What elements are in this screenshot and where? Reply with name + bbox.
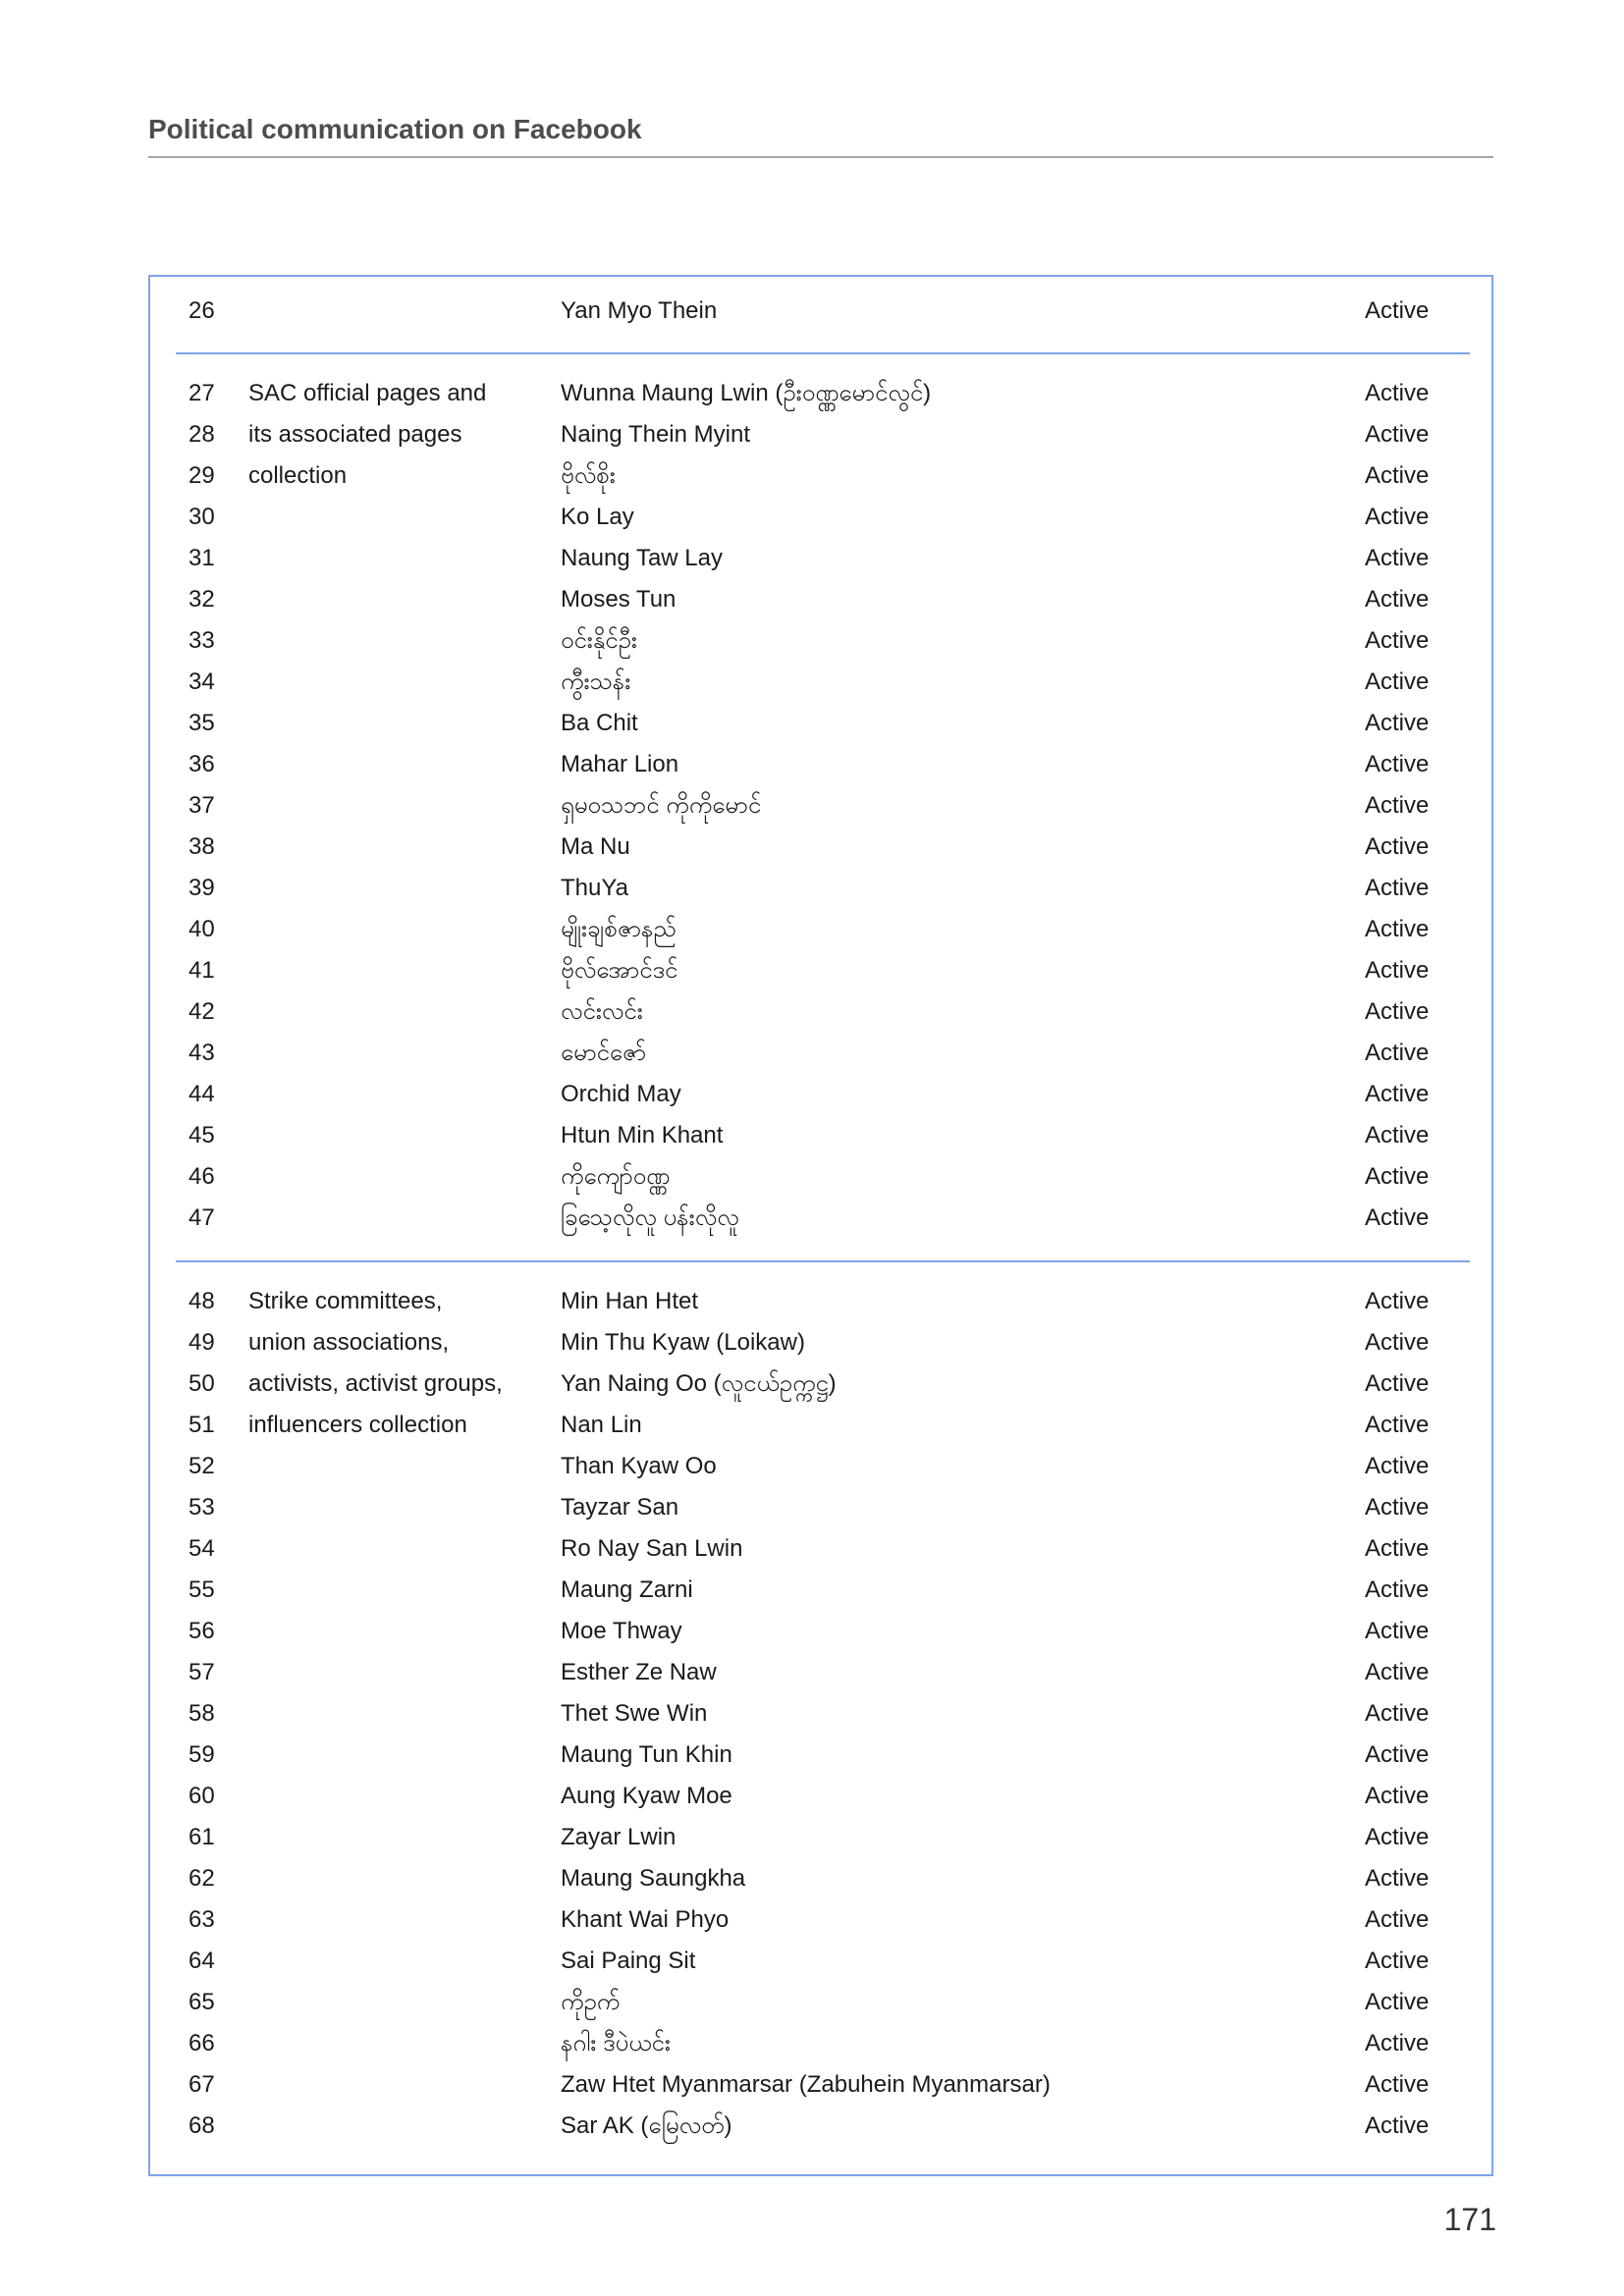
running-header: Political communication on Facebook: [148, 114, 642, 144]
table-row: [150, 579, 1491, 620]
page-number: 171: [1443, 2202, 1496, 2237]
table-row: [150, 744, 1491, 785]
account-name: Ba Chit: [561, 710, 638, 736]
table-row: [150, 1033, 1491, 1074]
row-number: 38: [189, 833, 215, 860]
row-number: 34: [189, 668, 215, 695]
accounts-table: [148, 275, 1493, 2176]
row-number: 47: [189, 1204, 215, 1231]
account-name: Than Kyaw Oo: [561, 1453, 717, 1479]
status-text: Active: [1365, 504, 1430, 530]
account-name: Moe Thway: [561, 1618, 682, 1644]
status-text: Active: [1365, 1122, 1430, 1148]
status-text: Active: [1365, 1288, 1430, 1314]
row-number: 39: [189, 875, 215, 901]
category-line: union associations,: [248, 1329, 450, 1356]
row-number: 28: [189, 421, 215, 448]
row-number: 54: [189, 1535, 215, 1562]
account-name: Aung Kyaw Moe: [561, 1783, 732, 1809]
table-row: [150, 2023, 1491, 2064]
status-text: Active: [1365, 1204, 1430, 1231]
category-line: influencers collection: [248, 1412, 467, 1438]
table-row: [150, 1528, 1491, 1570]
row-number: 44: [189, 1081, 215, 1107]
account-name: Min Han Htet: [561, 1288, 699, 1314]
account-name: ဝင်းနိုင်ဦး: [561, 627, 637, 654]
row-number: 50: [189, 1370, 215, 1397]
table-row: [150, 1322, 1491, 1363]
status-text: Active: [1365, 1163, 1430, 1190]
account-name: ခြသေ့လိုလူ ပန်းလိုလူ: [561, 1204, 739, 1231]
table-row: [150, 909, 1491, 950]
table-row: [150, 1693, 1491, 1735]
account-name: Mahar Lion: [561, 751, 679, 777]
status-text: Active: [1365, 1576, 1430, 1603]
section-separator: [176, 1260, 1470, 1262]
row-number: 41: [189, 957, 215, 984]
table-row: [150, 703, 1491, 744]
status-text: Active: [1365, 1535, 1430, 1562]
table-row: [150, 1941, 1491, 1982]
account-name: Sai Paing Sit: [561, 1948, 696, 1974]
table-row: [150, 1156, 1491, 1198]
table-row: [150, 950, 1491, 991]
row-number: 56: [189, 1618, 215, 1644]
status-text: Active: [1365, 1741, 1430, 1768]
account-name: Maung Tun Khin: [561, 1741, 732, 1768]
account-name: Nan Lin: [561, 1412, 642, 1438]
account-name: Khant Wai Phyo: [561, 1906, 730, 1933]
row-number: 45: [189, 1122, 215, 1148]
table-row: [150, 373, 1491, 414]
row-number: 31: [189, 545, 215, 571]
row-number: 66: [189, 2030, 215, 2056]
status-text: Active: [1365, 1989, 1430, 2015]
status-text: Active: [1365, 297, 1430, 324]
status-text: Active: [1365, 1412, 1430, 1438]
table-row: [150, 2106, 1491, 2147]
account-name: Ro Nay San Lwin: [561, 1535, 743, 1562]
status-text: Active: [1365, 1700, 1430, 1727]
row-number: 65: [189, 1989, 215, 2015]
table-row: [150, 2064, 1491, 2106]
account-name: ကွီးသန်း: [561, 668, 631, 695]
section-separator: [176, 352, 1470, 354]
account-name: မျိုးချစ်ဇာနည်: [561, 916, 677, 942]
account-name: Min Thu Kyaw (Loikaw): [561, 1329, 805, 1356]
account-name: Esther Ze Naw: [561, 1659, 717, 1685]
row-number: 42: [189, 998, 215, 1025]
category-line: Strike committees,: [248, 1288, 443, 1314]
table-row: [150, 827, 1491, 868]
table-row: [150, 1487, 1491, 1528]
table-row: [150, 868, 1491, 909]
header-rule: [148, 156, 1493, 158]
account-name: နဂါး ဒီပဲယင်း: [561, 2030, 671, 2056]
category-line: SAC official pages and: [248, 380, 487, 406]
row-number: 60: [189, 1783, 215, 1809]
row-number: 64: [189, 1948, 215, 1974]
account-name: Ko Lay: [561, 504, 634, 530]
status-text: Active: [1365, 1453, 1430, 1479]
status-text: Active: [1365, 2112, 1430, 2139]
status-text: Active: [1365, 627, 1430, 654]
account-name: Maung Saungkha: [561, 1865, 746, 1892]
account-name: Zaw Htet Myanmarsar (Zabuhein Myanmarsar): [561, 2071, 1051, 2098]
account-name: ကိုဥက်: [561, 1989, 621, 2015]
table-row: [150, 414, 1491, 455]
row-number: 40: [189, 916, 215, 942]
table-row: [150, 1982, 1491, 2023]
row-number: 67: [189, 2071, 215, 2098]
status-text: Active: [1365, 1329, 1430, 1356]
table-row: [150, 1446, 1491, 1487]
row-number: 49: [189, 1329, 215, 1356]
row-number: 36: [189, 751, 215, 777]
row-number: 61: [189, 1824, 215, 1850]
account-name: Zayar Lwin: [561, 1824, 677, 1850]
row-number: 63: [189, 1906, 215, 1933]
table-row: [150, 1198, 1491, 1239]
table-row: [150, 538, 1491, 579]
account-name: ကိုကျော်ဝဏ္ဏ: [561, 1163, 671, 1190]
table-row: [150, 1570, 1491, 1611]
account-name: Naing Thein Myint: [561, 421, 750, 448]
status-text: Active: [1365, 1040, 1430, 1066]
table-row: [150, 620, 1491, 662]
table-row: [150, 1611, 1491, 1652]
category-line: activists, activist groups,: [248, 1370, 503, 1397]
status-text: Active: [1365, 833, 1430, 860]
account-name: ဗိုလ်စိုး: [561, 462, 616, 489]
row-number: 43: [189, 1040, 215, 1066]
row-number: 30: [189, 504, 215, 530]
row-number: 51: [189, 1412, 215, 1438]
account-name: Naung Taw Lay: [561, 545, 723, 571]
status-text: Active: [1365, 1494, 1430, 1521]
status-text: Active: [1365, 792, 1430, 819]
account-name: Thet Swe Win: [561, 1700, 708, 1727]
account-name: Orchid May: [561, 1081, 681, 1107]
account-name: ThuYa: [561, 875, 628, 901]
status-text: Active: [1365, 668, 1430, 695]
row-number: 48: [189, 1288, 215, 1314]
category-line: its associated pages: [248, 421, 462, 448]
account-name: Wunna Maung Lwin (ဦးဝဏ္ဏမောင်လွင်): [561, 380, 932, 406]
account-name: Maung Zarni: [561, 1576, 693, 1603]
status-text: Active: [1365, 380, 1430, 406]
account-name: Yan Naing Oo (လူငယ်ဥက္ကဋ္ဌ): [561, 1370, 837, 1397]
status-text: Active: [1365, 751, 1430, 777]
table-row: [150, 1652, 1491, 1693]
status-text: Active: [1365, 545, 1430, 571]
account-name: မောင်ဇော်: [561, 1040, 647, 1066]
row-number: 68: [189, 2112, 215, 2139]
status-text: Active: [1365, 2030, 1430, 2056]
status-text: Active: [1365, 1783, 1430, 1809]
account-name: Ma Nu: [561, 833, 630, 860]
account-name: ရှမဝသဘင် ကိုကိုမောင်: [561, 792, 762, 819]
row-number: 58: [189, 1700, 215, 1727]
table-row: [150, 1858, 1491, 1899]
status-text: Active: [1365, 916, 1430, 942]
account-name: Tayzar San: [561, 1494, 679, 1521]
table-row: [150, 1405, 1491, 1446]
table-row: [150, 1074, 1491, 1115]
table-row: [150, 1115, 1491, 1156]
status-text: Active: [1365, 998, 1430, 1025]
row-number: 55: [189, 1576, 215, 1603]
status-text: Active: [1365, 1824, 1430, 1850]
row-number: 33: [189, 627, 215, 654]
status-text: Active: [1365, 586, 1430, 613]
status-text: Active: [1365, 1865, 1430, 1892]
row-number: 27: [189, 380, 215, 406]
row-number: 32: [189, 586, 215, 613]
category-line: collection: [248, 462, 348, 489]
row-number: 35: [189, 710, 215, 736]
table-row: [150, 291, 1491, 332]
table-row: [150, 991, 1491, 1033]
status-text: Active: [1365, 1906, 1430, 1933]
status-text: Active: [1365, 1948, 1430, 1974]
table-row: [150, 497, 1491, 538]
status-text: Active: [1365, 2071, 1430, 2098]
account-name: Htun Min Khant: [561, 1122, 724, 1148]
row-number: 52: [189, 1453, 215, 1479]
status-text: Active: [1365, 1370, 1430, 1397]
status-text: Active: [1365, 710, 1430, 736]
account-name: ဗိုလ်အောင်ဒင်: [561, 957, 678, 984]
status-text: Active: [1365, 957, 1430, 984]
status-text: Active: [1365, 875, 1430, 901]
account-name: Yan Myo Thein: [561, 297, 718, 324]
row-number: 26: [189, 297, 215, 324]
row-number: 57: [189, 1659, 215, 1685]
account-name: Moses Tun: [561, 586, 677, 613]
status-text: Active: [1365, 1618, 1430, 1644]
row-number: 46: [189, 1163, 215, 1190]
table-row: [150, 1899, 1491, 1941]
account-name: Sar AK (မြေလတ်): [561, 2112, 732, 2139]
table-row: [150, 1735, 1491, 1776]
status-text: Active: [1365, 421, 1430, 448]
table-row: [150, 1363, 1491, 1405]
table-row: [150, 785, 1491, 827]
row-number: 53: [189, 1494, 215, 1521]
status-text: Active: [1365, 462, 1430, 489]
status-text: Active: [1365, 1659, 1430, 1685]
account-name: လင်းလင်း: [561, 998, 643, 1025]
status-text: Active: [1365, 1081, 1430, 1107]
table-row: [150, 1776, 1491, 1817]
row-number: 29: [189, 462, 215, 489]
table-row: [150, 1281, 1491, 1322]
table-row: [150, 455, 1491, 497]
table-row: [150, 662, 1491, 703]
row-number: 37: [189, 792, 215, 819]
row-number: 59: [189, 1741, 215, 1768]
table-row: [150, 1817, 1491, 1858]
row-number: 62: [189, 1865, 215, 1892]
